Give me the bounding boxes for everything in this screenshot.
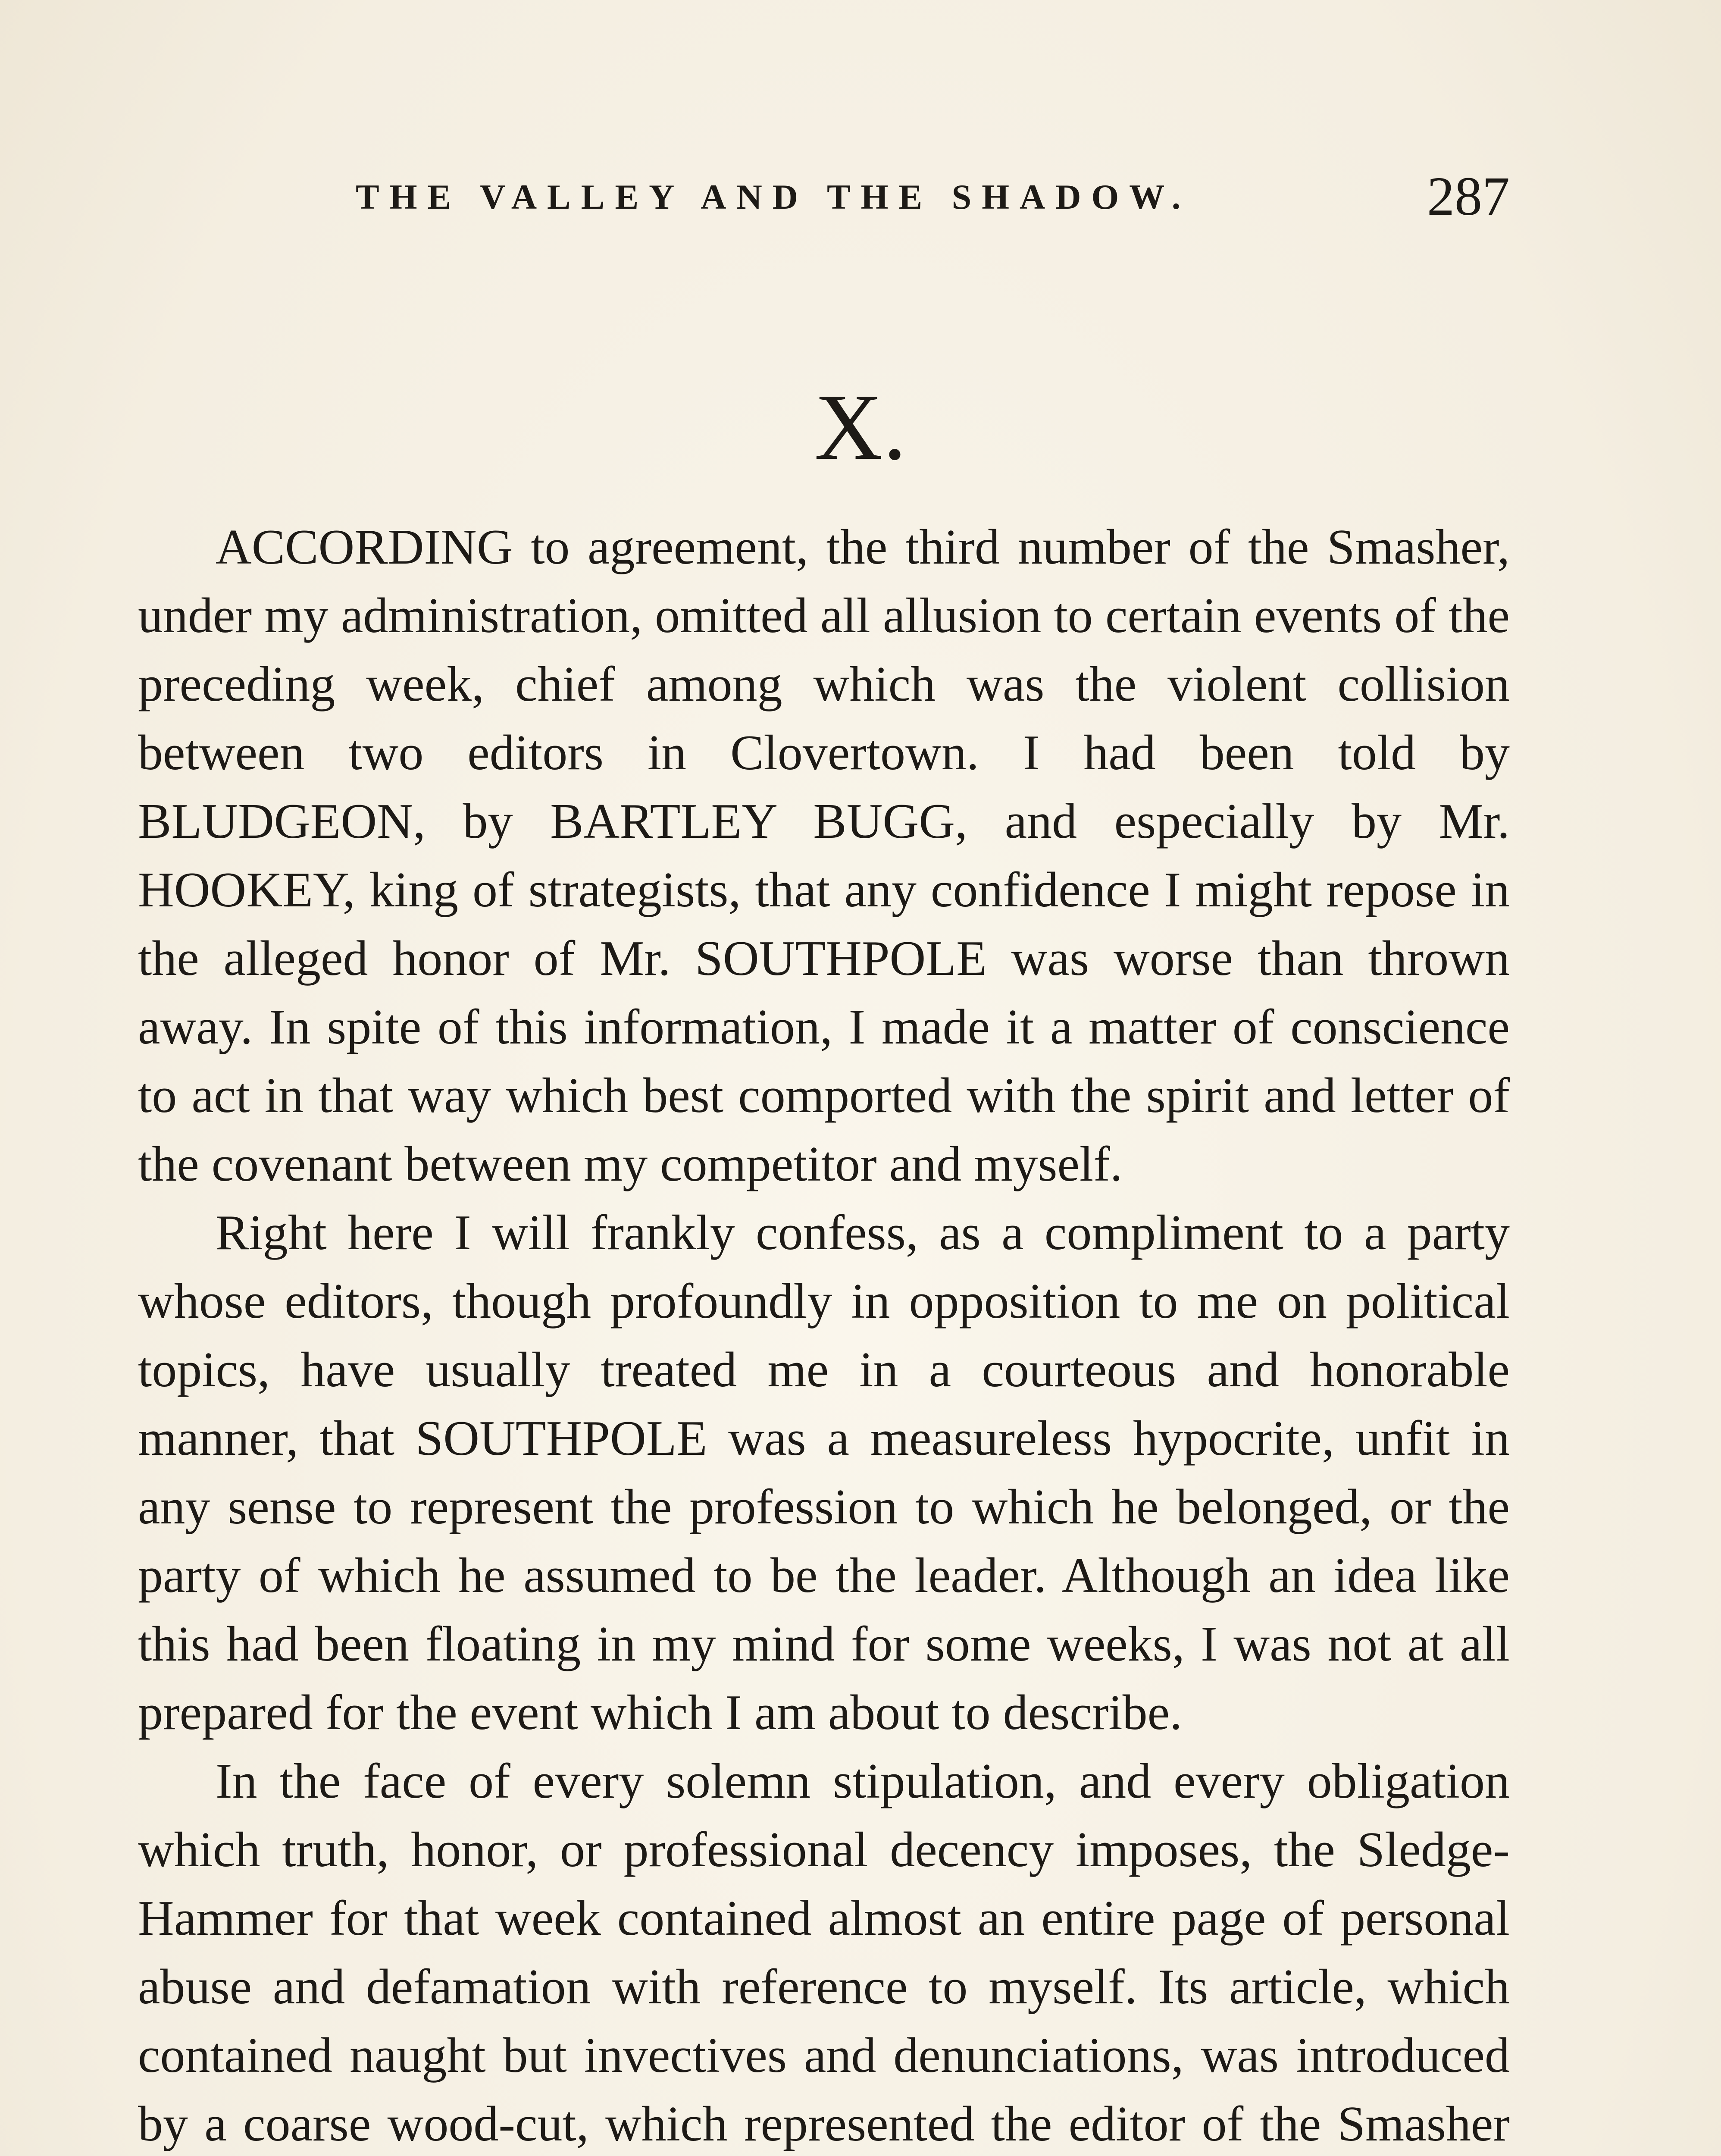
chapter-number: X.: [814, 374, 907, 479]
page-number: 287: [1427, 166, 1510, 227]
body-text: [138, 513, 1510, 2156]
running-title: THE VALLEY AND THE SHADOW.: [356, 177, 1191, 216]
running-head: [138, 164, 1510, 229]
paragraph-3: In the face of every solemn stipulation, and every obligation which truth, honor, or professional decency imposes, the Sledge-Hammer for that week contained almost an entire page of personal abuse and defamation with reference to myself. Its article, which contained naught but invectives and denunciations, was introduced by a coarse wood-cut, which represented the editor of the Smasher: [138, 1754, 1510, 2152]
paragraph-1: ACCORDING to agreement, the third number of the Smasher, under my administration, omitted all allusion to certain events of the preceding week, chief among which was the violent collision between two editors in Clovertown. I had been told by BLUDGEON, by BARTLEY BUGG, and especially by Mr. HOOKEY, king of strategists, that any confidence I might repose in the alleged honor of Mr. SOUTHPOLE was worse than thrown away. In spite of this information, I made it a matter of conscience to act in that way which best comported with the spirit and letter of the covenant between my competitor and myself.: [138, 520, 1510, 1192]
paragraph-2: Right here I will frankly confess, as a compliment to a party whose editors, though profoundly in opposition to me on political topics, have usually treated me in a courteous and honorable manner, that SOUTHPOLE was a measureless hypocrite, unfit in any sense to represent the profession to which he belonged, or the party of which he assumed to be the leader. Although an idea like this had been floating in my mind for some weeks, I was not at all prepared for the event which I am about to describe.: [138, 1205, 1510, 1740]
